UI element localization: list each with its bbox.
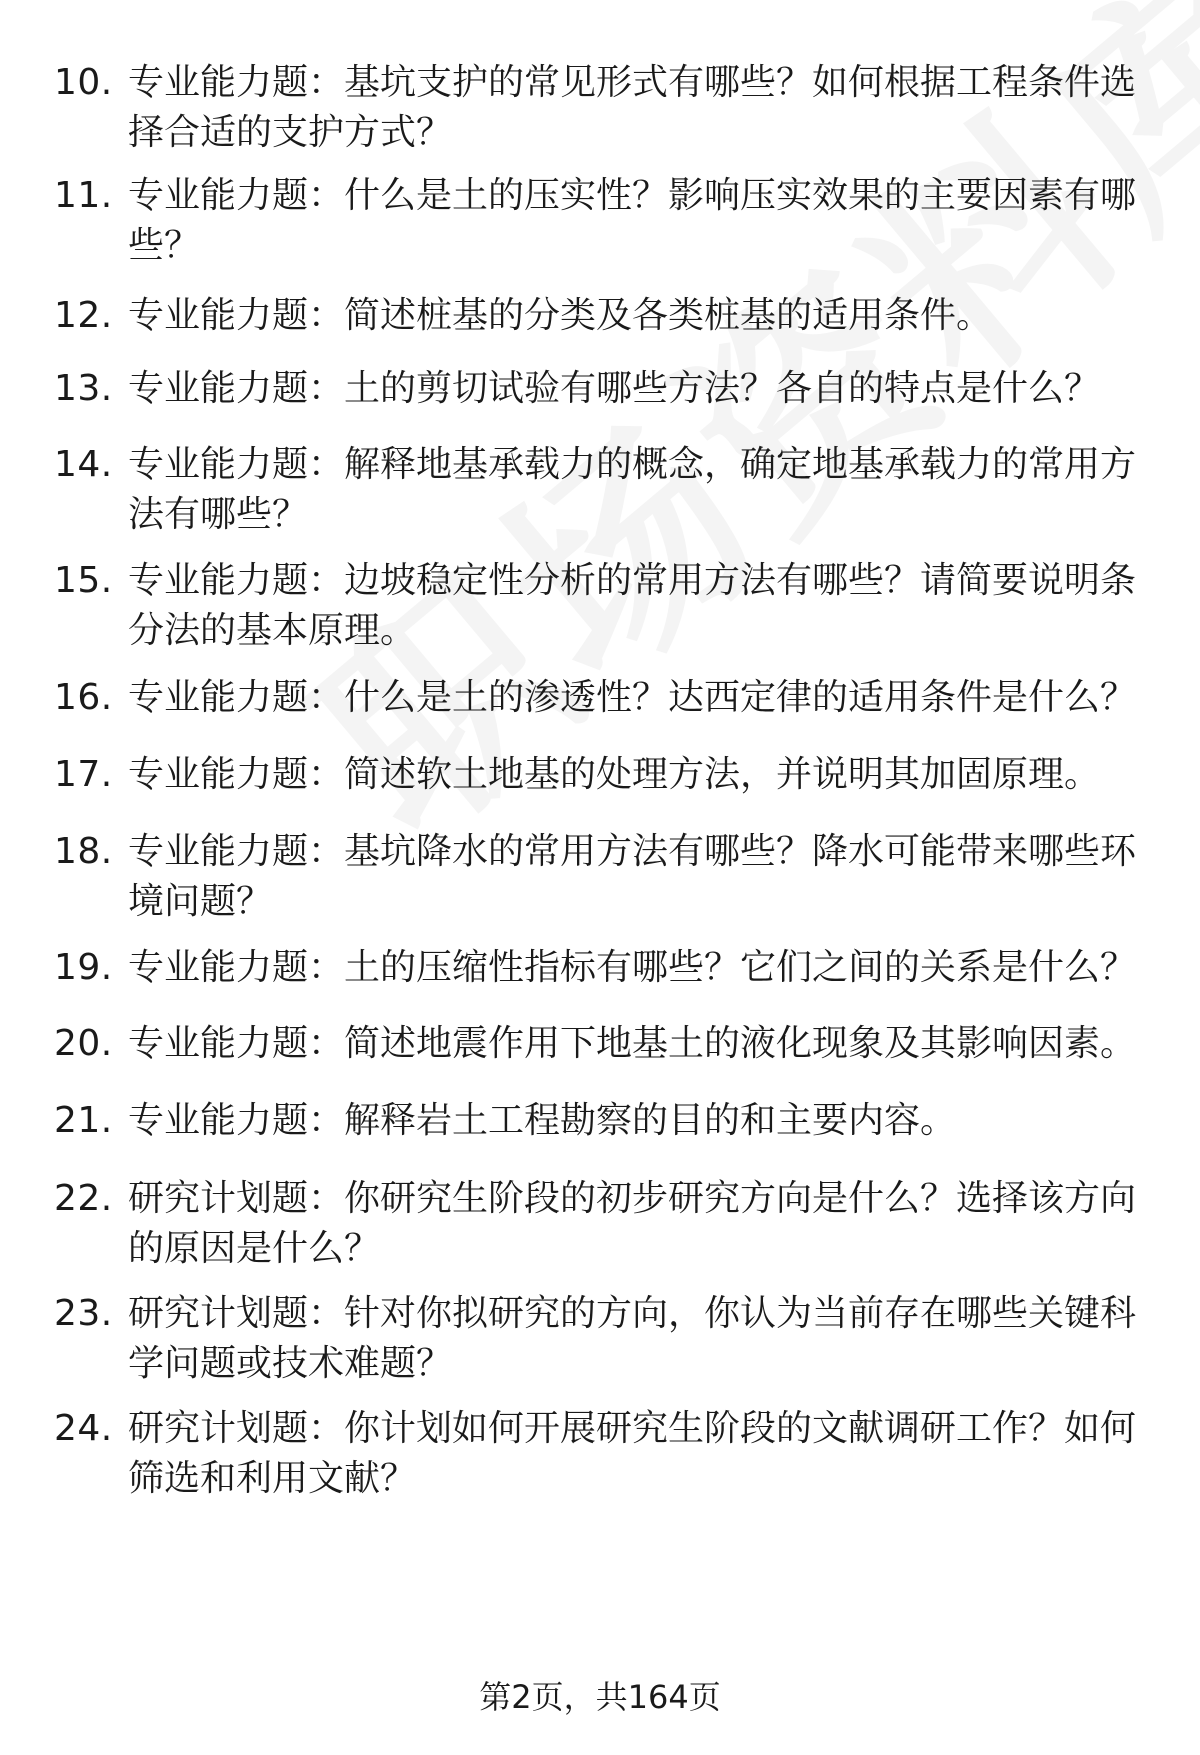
question-number: 11. — [54, 175, 113, 216]
question-text: 专业能力题：边坡稳定性分析的常用方法有哪些？请简要说明条分法的基本原理。 — [128, 560, 1137, 651]
page-footer: 第2页，共164页 — [479, 1678, 721, 1716]
question-number: 21. — [54, 1100, 113, 1141]
question-text: 专业能力题：什么是土的压实性？影响压实效果的主要因素有哪些？ — [128, 175, 1137, 266]
question-text: 专业能力题：解释岩土工程勘察的目的和主要内容。 — [128, 1100, 957, 1141]
question-text: 专业能力题：土的压缩性指标有哪些？它们之间的关系是什么？ — [128, 947, 1137, 988]
question-number: 13. — [54, 368, 113, 409]
question-number: 24. — [54, 1408, 113, 1449]
question-number: 18. — [54, 831, 113, 872]
question-text: 专业能力题：基坑支护的常见形式有哪些？如何根据工程条件选择合适的支护方式？ — [128, 62, 1137, 153]
question-text: 研究计划题：你研究生阶段的初步研究方向是什么？选择该方向的原因是什么？ — [128, 1178, 1137, 1269]
question-text: 专业能力题：简述软土地基的处理方法，并说明其加固原理。 — [128, 754, 1101, 795]
question-number: 17. — [54, 754, 113, 795]
question-text: 专业能力题：解释地基承载力的概念，确定地基承载力的常用方法有哪些？ — [128, 444, 1137, 535]
question-text: 研究计划题：针对你拟研究的方向，你认为当前存在哪些关键科学问题或技术难题？ — [128, 1293, 1137, 1384]
question-number: 19. — [54, 947, 113, 988]
question-text: 专业能力题：简述桩基的分类及各类桩基的适用条件。 — [128, 295, 993, 336]
question-number: 10. — [54, 62, 113, 103]
question-number: 20. — [54, 1023, 113, 1064]
question-number: 16. — [54, 677, 113, 718]
question-text: 专业能力题：什么是土的渗透性？达西定律的适用条件是什么？ — [128, 677, 1137, 718]
question-number: 23. — [54, 1293, 113, 1334]
question-text: 专业能力题：简述地震作用下地基土的液化现象及其影响因素。 — [128, 1023, 1137, 1064]
question-text: 研究计划题：你计划如何开展研究生阶段的文献调研工作？如何筛选和利用文献？ — [128, 1408, 1137, 1499]
question-number: 15. — [54, 560, 113, 601]
question-text: 专业能力题：基坑降水的常用方法有哪些？降水可能带来哪些环境问题？ — [128, 831, 1137, 922]
question-text: 专业能力题：土的剪切试验有哪些方法？各自的特点是什么？ — [128, 368, 1101, 409]
question-number: 12. — [54, 295, 113, 336]
question-number: 14. — [54, 444, 113, 485]
question-number: 22. — [54, 1178, 113, 1219]
